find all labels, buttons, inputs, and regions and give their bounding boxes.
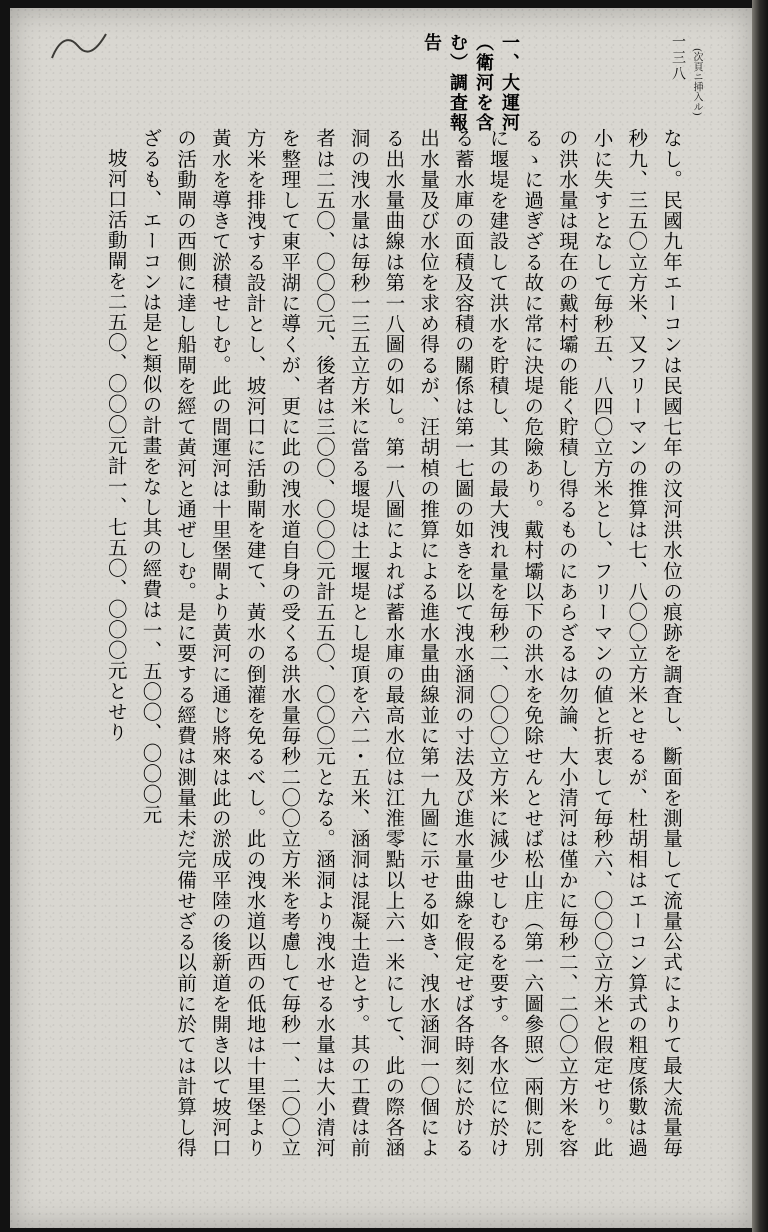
running-title: 一、大運河（衛河を含む）調査報告 bbox=[421, 33, 520, 133]
document-page bbox=[10, 8, 752, 1228]
side-note: (次頁ニ挿入ル) bbox=[691, 48, 702, 116]
paragraph-2: 坡河口活動閘を二五〇、〇〇〇元計一、七五〇、〇〇〇元とせり bbox=[104, 147, 128, 742]
scan-edge bbox=[752, 0, 768, 1232]
paragraph-1: なし。民國九年エーコンは民國七年の汶河洪水位の痕跡を調査し、斷面を測量して流量公式によりて最大流量毎秒九、三五〇立方米、又フリーマンの推算は七、八〇〇立方米とせるが、杜胡相はエーコン算式の粗度係數は過小に失すとなして毎秒五、八四〇立方米とし、フリーマンの値と折衷して毎秒六、〇〇〇立方米と假定せり。此の洪水量は現在の戴村壩の能く貯積し得るものにあらざるは勿論、大小清河は僅かに毎秒二、二〇〇立方米を容るゝに過ぎざる故に常に決堤の危險あり。戴村壩以下の洪水を免除せんとせば松山庄（第一六圖參照）兩側に別に堰堤を建設して洪水を貯積し、其の最大洩れ量を毎秒二、〇〇〇立方米に減少せしむるを要す。各水位に於ける蓄水庫の面積及容積の關係は第一七圖の如きを以て洩水涵洞の寸法及び進水量曲線を假定せば各時刻に於ける出水量及び水位を求め得るが、汪胡楨の推算による進水量曲線並に第一九圖に示せる如き、洩水涵洞一〇個による出水量曲線は第一八圖の如し。第一八圖によれば蓄水庫の最高水位は江淮零點以上六一米にして、此の際各涵洞の洩水量は毎秒一三五立方米に當る堰堤は土堰堤とし堤頂を六二・五米、涵洞は混凝土造とす。其の工費は前者は二五〇、〇〇〇元、後者は三〇〇、〇〇〇元計五五〇、〇〇〇元となる。涵洞より洩水せる水量は大小清河を整理して東平湖に導くが、更に此の洩水道自身の受くる洪水量毎秒二〇〇立方米を考慮して毎秒一、二〇〇立方米を排洩する設計とし、坡河口に活動閘を建て、黃水の倒灌を免るべし。此の洩水道以西の低地は十里堡より黃水を導きて淤積せしむ。此の間運河は十里堡閘より黃河に通じ將來は此の淤成平陸の後新道を開き以て坡河口の活動閘の西側に達し船閘を經て黃河と通ぜしむ。是に要する經費は測量未だ完備せざる以前に於ては計算し得ざるも、エーコンは是と類似の計畫をなし其の經費は一、五〇〇、〇〇〇元 bbox=[139, 128, 683, 1159]
page-number: 一三八 bbox=[670, 34, 686, 82]
document-body bbox=[88, 128, 688, 1158]
